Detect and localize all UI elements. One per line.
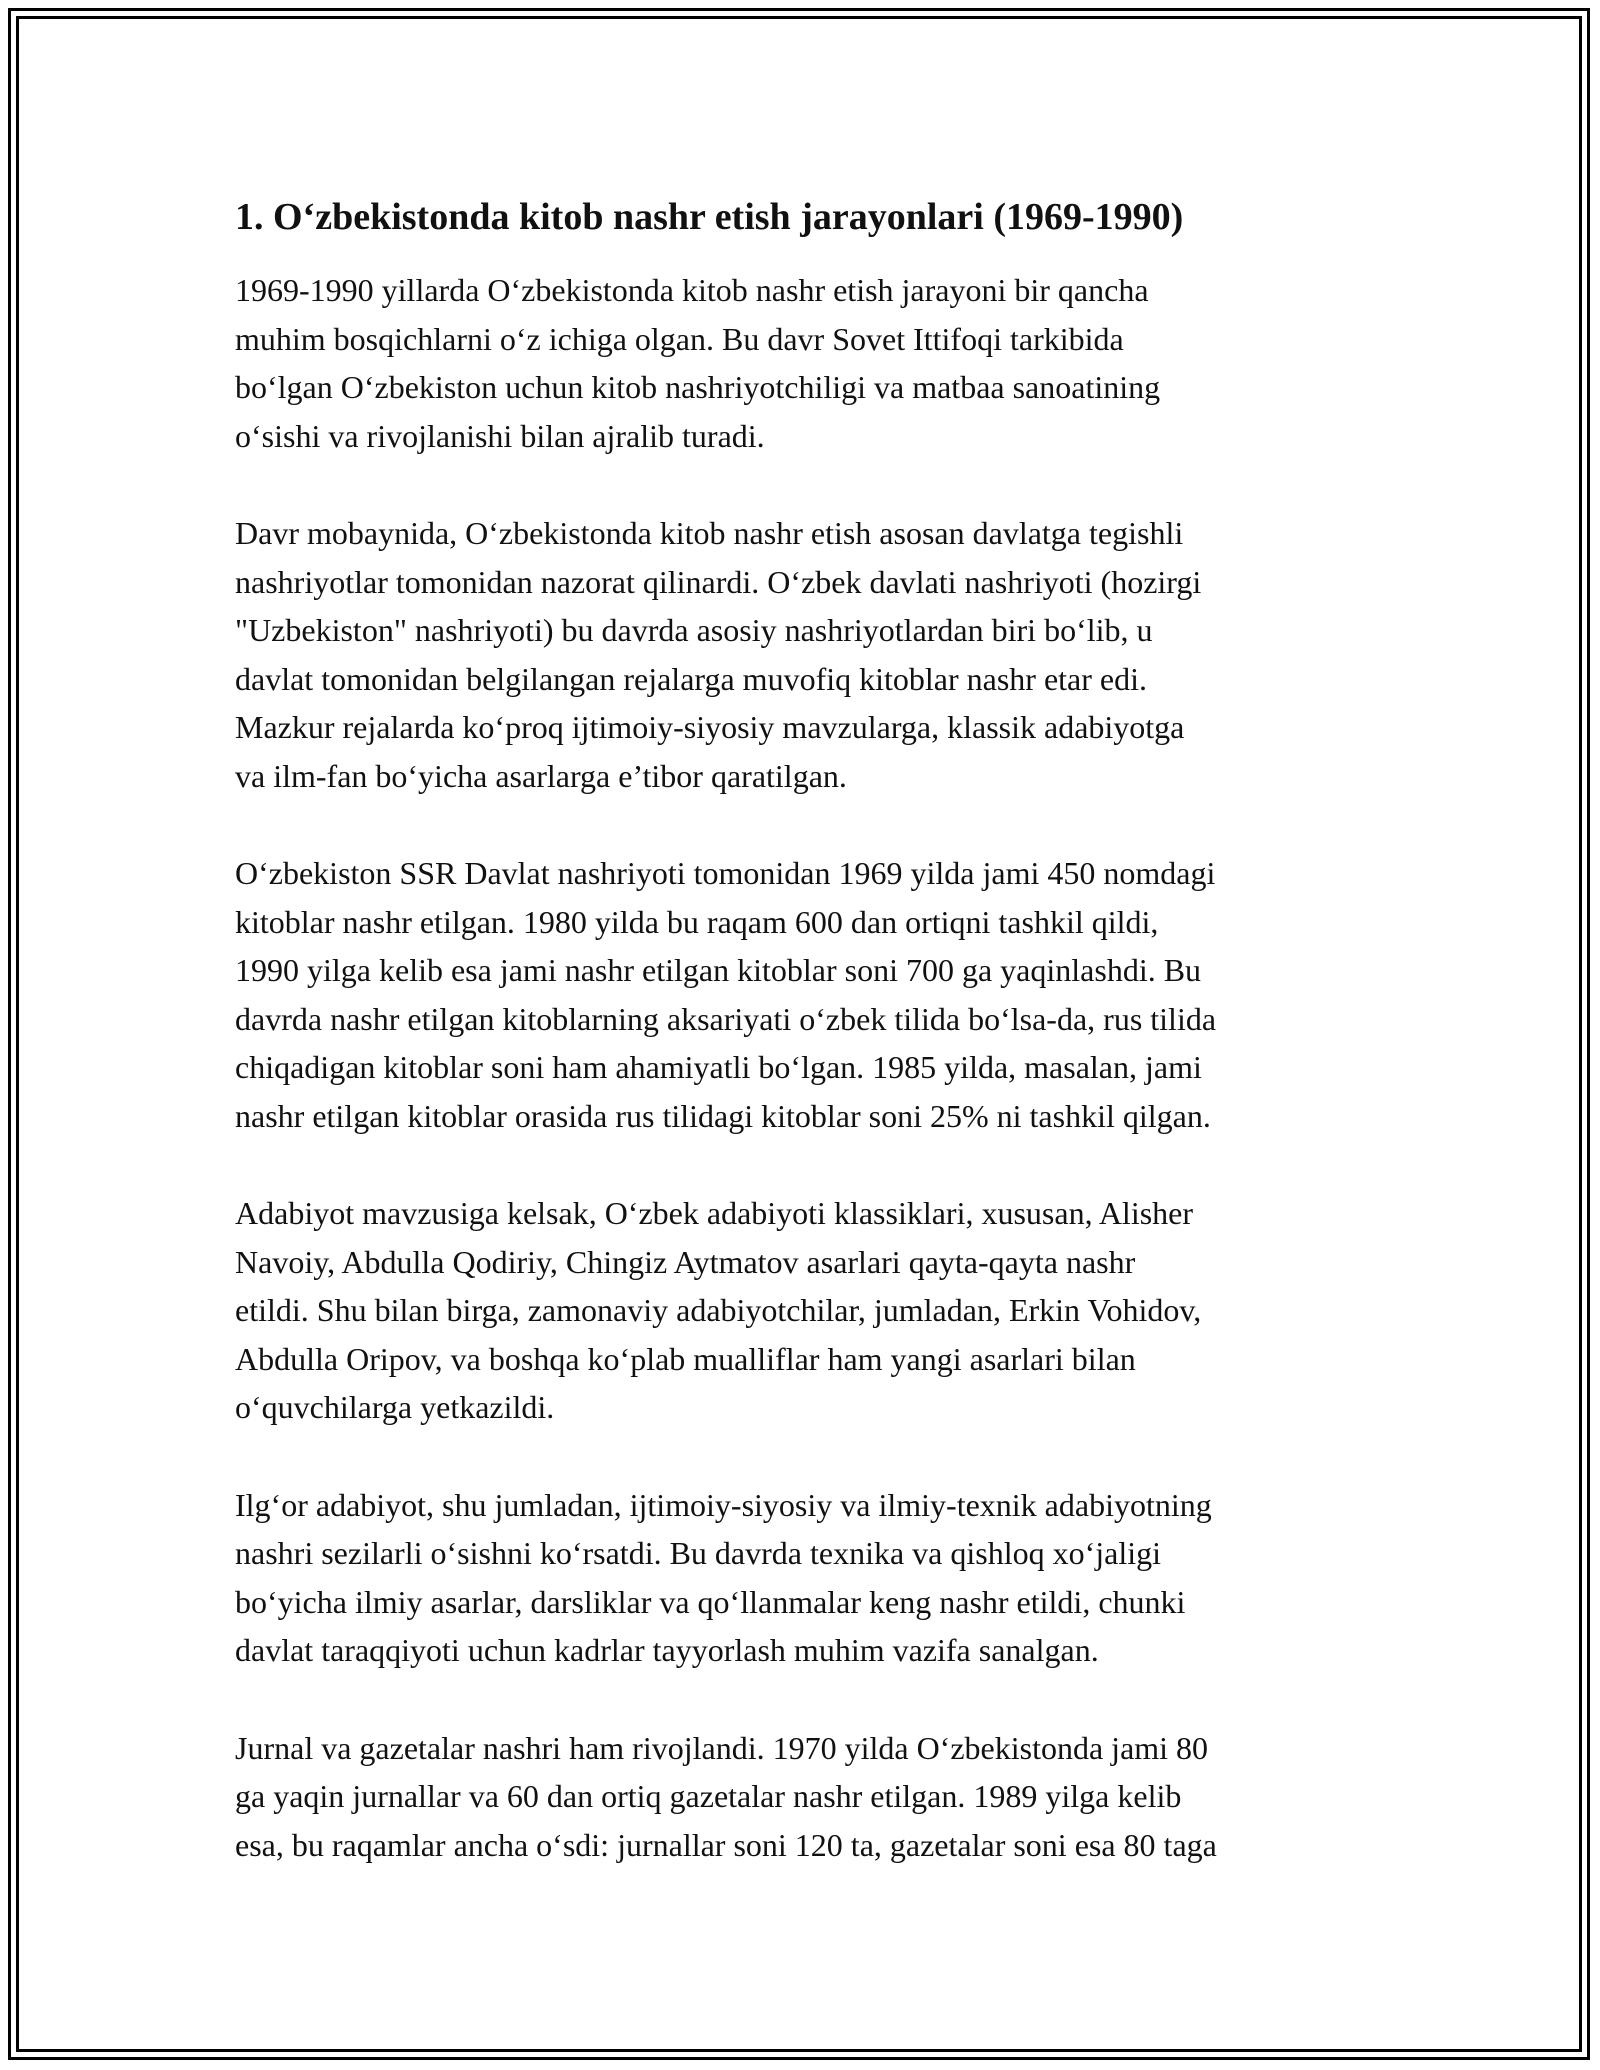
paragraph-line: kitoblar nashr etilgan. 1980 yilda bu raqam 600 dan ortiqni tashkil qildi, xyxy=(235,903,1159,940)
paragraph xyxy=(235,1724,1370,1870)
paragraph xyxy=(235,509,1370,800)
paragraph-line: etildi. Shu bilan birga, zamonaviy adabiyotchilar, jumladan, Erkin Vohidov, xyxy=(235,1292,1202,1328)
paragraph-line: Mazkur rejalarda ko‘proq ijtimoiy-siyosiy mavzularga, klassik adabiyotga xyxy=(235,709,1185,745)
paragraph-line: "Uzbekiston" nashriyoti) bu davrda asosiy nashriyotlardan biri bo‘lib, u xyxy=(235,612,1153,648)
paragraph xyxy=(235,1481,1370,1675)
paragraph-line: bo‘lgan O‘zbekiston uchun kitob nashriyotchiligi va matbaa sanoatining xyxy=(235,369,1161,405)
paragraph-line: Ilg‘or adabiyot, shu jumladan, ijtimoiy-siyosiy va ilmiy-texnik adabiyotning xyxy=(235,1486,1212,1523)
paragraph-line: bo‘yicha ilmiy asarlar, darsliklar va qo‘llanmalar keng nashr etildi, chunki xyxy=(235,1583,1186,1620)
paragraph-line: nashri sezilarli o‘sishni ko‘rsatdi. Bu davrda texnika va qishloq xo‘jaligi xyxy=(235,1535,1162,1571)
paragraph-line: Adabiyot mavzusiga kelsak, O‘zbek adabiyoti klassiklari, xususan, Alisher xyxy=(235,1195,1194,1231)
paragraph-line: nashr etilgan kitoblar orasida rus tilidagi kitoblar soni 25% ni tashkil qilgan. xyxy=(235,1097,1211,1134)
paragraph-line: Abdulla Oripov, va boshqa ko‘plab mualliflar ham yangi asarlari bilan xyxy=(235,1340,1136,1377)
paragraph-line: Davr mobaynida, O‘zbekistonda kitob nashr etish asosan davlatga tegishli xyxy=(235,515,1184,551)
paragraph-line: davlat taraqqiyoti uchun kadrlar tayyorlash muhim vazifa sanalgan. xyxy=(235,1632,1099,1668)
document-body xyxy=(235,182,1370,1918)
paragraph-line: va ilm-fan bo‘yicha asarlarga e’tibor qaratilgan. xyxy=(235,757,847,794)
paragraph-list xyxy=(235,266,1370,1869)
paragraph-line: Jurnal va gazetalar nashri ham rivojlandi. 1970 yilda O‘zbekistonda jami 80 xyxy=(235,1729,1209,1766)
paragraph-line: davlat tomonidan belgilangan rejalarga muvofiq kitoblar nashr etar edi. xyxy=(235,660,1147,697)
paragraph-line: ga yaqin jurnallar va 60 dan ortiq gazetalar nashr etilgan. 1989 yilga kelib xyxy=(235,1778,1182,1814)
paragraph-line: 1969-1990 yillarda O‘zbekistonda kitob nashr etish jarayoni bir qancha xyxy=(235,272,1149,308)
paragraph-line: muhim bosqichlarni o‘z ichiga olgan. Bu davr Sovet Ittifoqi tarkibida xyxy=(235,320,1124,357)
paragraph xyxy=(235,849,1370,1140)
paragraph-line: nashriyotlar tomonidan nazorat qilinardi. O‘zbek davlati nashriyoti (hozirgi xyxy=(235,563,1202,600)
section-heading: 1. O‘zbekistonda kitob nashr etish jarayonlari (1969-1990) xyxy=(235,196,1184,238)
paragraph-line: 1990 yilga kelib esa jami nashr etilgan kitoblar soni 700 ga yaqinlashdi. Bu xyxy=(235,952,1202,988)
paragraph-line: o‘sishi va rivojlanishi bilan ajralib turadi. xyxy=(235,417,765,454)
paragraph-line: Navoiy, Abdulla Qodiriy, Chingiz Aytmatov asarlari qayta-qayta nashr xyxy=(235,1243,1136,1280)
paragraph-line: o‘quvchilarga yetkazildi. xyxy=(235,1389,555,1425)
paragraph-line: O‘zbekiston SSR Davlat nashriyoti tomonidan 1969 yilda jami 450 nomdagi xyxy=(235,855,1216,891)
paragraph-line: chiqadigan kitoblar soni ham ahamiyatli bo‘lgan. 1985 yilda, masalan, jami xyxy=(235,1049,1202,1085)
paragraph xyxy=(235,266,1370,460)
paragraph-line: davrda nashr etilgan kitoblarning aksariyati o‘zbek tilida bo‘lsa-da, rus tilida xyxy=(235,1000,1217,1037)
paragraph-line: esa, bu raqamlar ancha o‘sdi: jurnallar soni 120 ta, gazetalar soni esa 80 taga xyxy=(235,1826,1217,1863)
paragraph xyxy=(235,1189,1370,1432)
